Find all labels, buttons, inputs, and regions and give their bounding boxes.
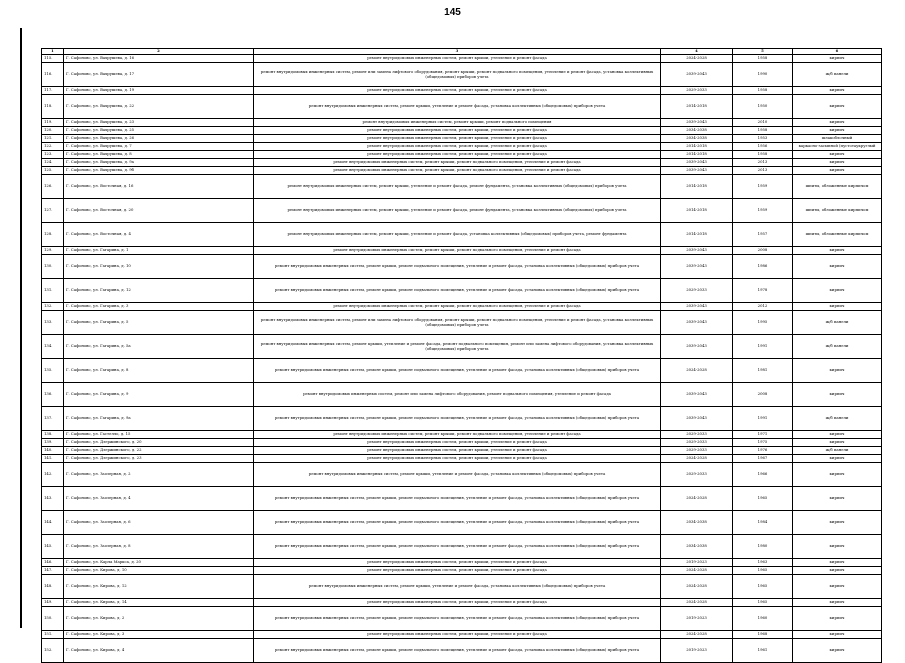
- build-year-cell: 2013: [733, 159, 793, 167]
- address-cell: Г. Сафоново, ул. Восточная, д. 4: [64, 223, 254, 247]
- row-number-cell: 151.: [42, 631, 64, 639]
- header-cell: 2: [64, 49, 254, 55]
- repair-works-cell: ремонт внутридомовых инженерных систем, ремонт крыши, утепление и ремонт фасада, установка коллективных (общедомовых) приборов учета: [254, 95, 661, 119]
- row-number-cell: 122.: [42, 143, 64, 151]
- header-cell: 6: [793, 49, 882, 55]
- table-row: [42, 567, 882, 575]
- wall-material-cell: кирпич: [793, 359, 882, 383]
- row-number-cell: 137.: [42, 407, 64, 431]
- row-number-cell: 118.: [42, 95, 64, 119]
- repair-period-cell: 2024-2028: [661, 359, 733, 383]
- repair-period-cell: 2029-2033: [661, 439, 733, 447]
- row-number-cell: 143.: [42, 487, 64, 511]
- repair-works-cell: ремонт внутридомовых инженерных систем, ремонт крыши, утепление и ремонт фасада: [254, 559, 661, 567]
- row-number-cell: 152.: [42, 639, 64, 663]
- repair-works-cell: ремонт внутридомовых инженерных систем, ремонт крыши, утепление и ремонт фасада: [254, 599, 661, 607]
- wall-material-cell: кирпич: [793, 159, 882, 167]
- wall-material-cell: кирпич: [793, 431, 882, 439]
- wall-material-cell: кирпич: [793, 119, 882, 127]
- row-number-cell: 136.: [42, 383, 64, 407]
- wall-material-cell: кирпич: [793, 87, 882, 95]
- row-number-cell: 145.: [42, 535, 64, 559]
- wall-material-cell: кирпич: [793, 455, 882, 463]
- table-row: [42, 559, 882, 567]
- repair-works-cell: ремонт внутридомовых инженерных систем, ремонт крыши, утепление и ремонт фасада: [254, 87, 661, 95]
- repair-period-cell: 2029-2033: [661, 463, 733, 487]
- build-year-cell: 1965: [733, 599, 793, 607]
- repair-works-cell: ремонт внутридомовых инженерных систем, ремонт крыши, утепление и ремонт фасада: [254, 135, 661, 143]
- wall-material-cell: кирпич: [793, 631, 882, 639]
- build-year-cell: 1958: [733, 55, 793, 63]
- repair-works-cell: ремонт внутридомовых инженерных систем, ремонт крыши, утепление и ремонт фасада: [254, 151, 661, 159]
- table-row: [42, 639, 882, 663]
- address-cell: Г. Сафоново, ул. Вахрушева, д. 16: [64, 55, 254, 63]
- repair-works-cell: ремонт внутридомовых инженерных систем, ремонт крыши, ремонт подвального помещения: [254, 119, 661, 127]
- table-row: [42, 247, 882, 255]
- repair-works-cell: ремонт внутридомовых инженерных систем, ремонт крыши, утепление и ремонт фасада, установка коллективных (общедомовых) приборов учета, ремонт фундамента: [254, 223, 661, 247]
- build-year-cell: 2008: [733, 247, 793, 255]
- row-number-cell: 116.: [42, 63, 64, 87]
- row-number-cell: 141.: [42, 455, 64, 463]
- wall-material-cell: кирпич: [793, 167, 882, 175]
- repair-works-cell: ремонт внутридомовых инженерных систем, ремонт крыши, утепление и ремонт фасада: [254, 455, 661, 463]
- table-row: [42, 151, 882, 159]
- row-number-cell: 127.: [42, 199, 64, 223]
- wall-material-cell: каркасно-засыпной (пустотаукруглый: [793, 143, 882, 151]
- build-year-cell: 1968: [733, 631, 793, 639]
- repair-works-cell: ремонт внутридомовых инженерных систем, ремонт крыши, ремонт подвального помещения, утепление и ремонт фасада: [254, 303, 661, 311]
- table-row: [42, 631, 882, 639]
- build-year-cell: 2008: [733, 383, 793, 407]
- repair-works-cell: ремонт внутридомовых инженерных систем, ремонт крыши, ремонт подвального помещения, утепление и ремонт фасада, установка коллективных (общедомовых) приборов учета: [254, 279, 661, 303]
- address-cell: Г. Сафоново, ул. Гагарина, д. 1: [64, 247, 254, 255]
- table-row: [42, 335, 882, 359]
- wall-material-cell: кирпич: [793, 511, 882, 535]
- repair-works-cell: ремонт внутридомовых инженерных систем, ремонт крыши, ремонт подвального помещения, утепление и ремонт фасада, установка коллективных (общедомовых) приборов учета: [254, 639, 661, 663]
- wall-material-cell: шпиты, обложенные кирпичом: [793, 223, 882, 247]
- repair-period-cell: 2029-2033: [661, 447, 733, 455]
- wall-material-cell: ж/б панели: [793, 63, 882, 87]
- wall-material-cell: кирпич: [793, 599, 882, 607]
- wall-material-cell: ж/б панели: [793, 335, 882, 359]
- address-cell: Г. Сафоново, ул. Заозерная, д. 4: [64, 487, 254, 511]
- repair-period-cell: 2024-2028: [661, 487, 733, 511]
- wall-material-cell: кирпич: [793, 127, 882, 135]
- repair-period-cell: 2014-2018: [661, 151, 733, 159]
- header-cell: 3: [254, 49, 661, 55]
- build-year-cell: 1963: [733, 559, 793, 567]
- build-year-cell: 1965: [733, 487, 793, 511]
- address-cell: Г. Сафоново, ул. Гагарина, д. 5: [64, 311, 254, 335]
- repair-works-cell: ремонт внутридомовых инженерных систем, ремонт крыши, ремонт подвального помещения, утепление и ремонт фасада, установка коллективных (общедомовых) приборов учета: [254, 407, 661, 431]
- row-number-cell: 138.: [42, 431, 64, 439]
- table-row: [42, 87, 882, 95]
- table-row: [42, 255, 882, 279]
- address-cell: Г. Сафоново, ул. Гагарина, д. 3: [64, 303, 254, 311]
- repair-works-cell: ремонт внутридомовых инженерных систем, ремонт крыши, ремонт подвального помещения, утепление и ремонт фасада: [254, 247, 661, 255]
- row-number-cell: 149.: [42, 599, 64, 607]
- address-cell: Г. Сафоново, ул. Вахрушева, д. 8: [64, 151, 254, 159]
- table-row: [42, 279, 882, 303]
- row-number-cell: 142.: [42, 463, 64, 487]
- address-cell: Г. Сафоново, ул. Кирова, д. 14: [64, 599, 254, 607]
- table-row: [42, 135, 882, 143]
- build-year-cell: 1960: [733, 607, 793, 631]
- repair-works-cell: ремонт внутридомовых инженерных систем, ремонт крыши, утепление и ремонт фасада: [254, 439, 661, 447]
- address-cell: Г. Сафоново, ул. Вахрушева, д. 9б: [64, 167, 254, 175]
- repair-period-cell: 2019-2023: [661, 559, 733, 567]
- repair-period-cell: 2034-2038: [661, 127, 733, 135]
- repair-period-cell: 2019-2023: [661, 639, 733, 663]
- build-year-cell: 1984: [733, 511, 793, 535]
- build-year-cell: 1991: [733, 335, 793, 359]
- address-cell: Г. Сафоново, ул. Гагарина, д. 10: [64, 255, 254, 279]
- repair-period-cell: 2039-2043: [661, 159, 733, 167]
- repair-period-cell: 2014-2018: [661, 95, 733, 119]
- header-cell: 5: [733, 49, 793, 55]
- address-cell: Г. Сафоново, ул. Гагарина, д. 9: [64, 383, 254, 407]
- table-row: [42, 119, 882, 127]
- address-cell: Г. Сафоново, ул. Восточная, д. 20: [64, 199, 254, 223]
- repair-works-cell: ремонт внутридомовых инженерных систем, ремонт крыши, ремонт подвального помещения, утепление и ремонт фасада: [254, 431, 661, 439]
- table-row: [42, 95, 882, 119]
- table-row: [42, 143, 882, 151]
- address-cell: Г. Сафоново, ул. Вахрушева, д. 7: [64, 143, 254, 151]
- wall-material-cell: кирпич: [793, 55, 882, 63]
- build-year-cell: 1991: [733, 407, 793, 431]
- build-year-cell: 1986: [733, 255, 793, 279]
- table-row: [42, 575, 882, 599]
- address-cell: Г. Сафоново, ул. Дзержинского, д. 23: [64, 455, 254, 463]
- build-year-cell: 2012: [733, 303, 793, 311]
- repair-works-cell: ремонт внутридомовых инженерных систем, ремонт крыши, утепление и ремонт фасада: [254, 55, 661, 63]
- build-year-cell: 1971: [733, 431, 793, 439]
- table-row: [42, 359, 882, 383]
- build-year-cell: 1965: [733, 567, 793, 575]
- wall-material-cell: кирпич: [793, 95, 882, 119]
- repair-period-cell: 2039-2043: [661, 119, 733, 127]
- build-year-cell: 1990: [733, 63, 793, 87]
- table-row: [42, 447, 882, 455]
- table-row: [42, 63, 882, 87]
- row-number-cell: 131.: [42, 279, 64, 303]
- repair-period-cell: 2029-2033: [661, 87, 733, 95]
- table-row: [42, 175, 882, 199]
- address-cell: Г. Сафоново, ул. Дзержинского, д. 22: [64, 447, 254, 455]
- build-year-cell: 1958: [733, 127, 793, 135]
- row-number-cell: 132.: [42, 303, 64, 311]
- wall-material-cell: кирпич: [793, 439, 882, 447]
- repair-period-cell: 2024-2028: [661, 599, 733, 607]
- address-cell: Г. Сафоново, ул. Гастелло, д. 15: [64, 431, 254, 439]
- repair-period-cell: 2024-2028: [661, 567, 733, 575]
- table-row: [42, 431, 882, 439]
- wall-material-cell: ж/б панели: [793, 311, 882, 335]
- repair-works-cell: ремонт внутридомовых инженерных систем, ремонт крыши, ремонт подвального помещения, утепление и ремонт фасада, установка коллективных (общедомовых) приборов учета: [254, 511, 661, 535]
- binding-margin-line: [20, 28, 22, 628]
- table-row: [42, 199, 882, 223]
- wall-material-cell: шпиты, обложенные кирпичом: [793, 199, 882, 223]
- repair-works-cell: ремонт внутридомовых инженерных систем, ремонт крыши, утепление и ремонт фасада: [254, 631, 661, 639]
- wall-material-cell: кирпич: [793, 247, 882, 255]
- build-year-cell: 1966: [733, 463, 793, 487]
- address-cell: Г. Сафоново, ул. Гагарина, д. 12: [64, 279, 254, 303]
- row-number-cell: 128.: [42, 223, 64, 247]
- repair-works-cell: ремонт внутридомовых инженерных систем, ремонт или замена лифтового оборудования, ремонт крыши, ремонт подвального помещения, утепление и ремонт фасада, установка коллективных (общедомовых) приборов учета: [254, 63, 661, 87]
- build-year-cell: 1975: [733, 439, 793, 447]
- repair-period-cell: 2029-2033: [661, 431, 733, 439]
- row-number-cell: 121.: [42, 135, 64, 143]
- build-year-cell: 1950: [733, 95, 793, 119]
- repair-works-cell: ремонт внутридомовых инженерных систем, ремонт крыши, утепление и ремонт фасада: [254, 567, 661, 575]
- wall-material-cell: шпиты, обложенные кирпичом: [793, 175, 882, 199]
- address-cell: Г. Сафоново, ул. Карла Маркса, д. 20: [64, 559, 254, 567]
- build-year-cell: 1978: [733, 279, 793, 303]
- address-cell: Г. Сафоново, ул. Кирова, д. 2: [64, 607, 254, 631]
- repair-period-cell: 2029-2033: [661, 279, 733, 303]
- row-number-cell: 133.: [42, 311, 64, 335]
- repair-works-cell: ремонт внутридомовых инженерных систем, ремонт или замена лифтового оборудования, ремонт крыши, ремонт подвального помещения, утепление и ремонт фасада, установка коллективных (общедомовых) приборов учета: [254, 311, 661, 335]
- table-row: [42, 487, 882, 511]
- address-cell: Г. Сафоново, ул. Заозерная, д. 6: [64, 511, 254, 535]
- row-number-cell: 119.: [42, 119, 64, 127]
- repair-works-cell: ремонт внутридомовых инженерных систем, ремонт крыши, утепление и ремонт фасада: [254, 127, 661, 135]
- row-number-cell: 115.: [42, 55, 64, 63]
- table-row: [42, 463, 882, 487]
- build-year-cell: 1957: [733, 223, 793, 247]
- build-year-cell: 2010: [733, 119, 793, 127]
- repair-works-cell: ремонт внутридомовых инженерных систем, ремонт крыши, ремонт подвального помещения, утепление и ремонт фасада: [254, 167, 661, 175]
- row-number-cell: 120.: [42, 127, 64, 135]
- address-cell: Г. Сафоново, ул. Вахрушева, д. 19: [64, 87, 254, 95]
- page-number: 145: [444, 7, 461, 18]
- wall-material-cell: кирпич: [793, 559, 882, 567]
- table-row: [42, 455, 882, 463]
- row-number-cell: 135.: [42, 359, 64, 383]
- address-cell: Г. Сафоново, ул. Вахрушева, д. 25: [64, 127, 254, 135]
- row-number-cell: 148.: [42, 575, 64, 599]
- repair-works-cell: ремонт внутридомовых инженерных систем, ремонт крыши, утепление и ремонт фасада, ремонт фундамента, установка коллективных (общедомовых) приборов учета: [254, 175, 661, 199]
- repair-works-cell: ремонт внутридомовых инженерных систем, ремонт крыши, ремонт подвального помещения, утепление и ремонт фасада: [254, 159, 661, 167]
- build-year-cell: 1961: [733, 639, 793, 663]
- address-cell: Г. Сафоново, ул. Кирова, д. 10: [64, 567, 254, 575]
- build-year-cell: 1958: [733, 87, 793, 95]
- row-number-cell: 117.: [42, 87, 64, 95]
- address-cell: Г. Сафоново, ул. Восточная, д. 16: [64, 175, 254, 199]
- repair-works-cell: ремонт внутридомовых инженерных систем, ремонт крыши, утепление и ремонт фасада, установка коллективных (общедомовых) приборов учета: [254, 463, 661, 487]
- wall-material-cell: кирпич: [793, 303, 882, 311]
- address-cell: Г. Сафоново, ул. Гагарина, д. 5а: [64, 335, 254, 359]
- repair-period-cell: 2039-2043: [661, 167, 733, 175]
- header-cell: 4: [661, 49, 733, 55]
- build-year-cell: 1956: [733, 143, 793, 151]
- row-number-cell: 129.: [42, 247, 64, 255]
- address-cell: Г. Сафоново, ул. Заозерная, д. 2: [64, 463, 254, 487]
- repair-period-cell: 2014-2018: [661, 175, 733, 199]
- repair-period-cell: 2024-2028: [661, 575, 733, 599]
- repair-period-cell: 2014-2018: [661, 199, 733, 223]
- row-number-cell: 126.: [42, 175, 64, 199]
- wall-material-cell: ж/б панели: [793, 407, 882, 431]
- repair-works-cell: ремонт внутридомовых инженерных систем, ремонт или замена лифтового оборудования, ремонт подвального помещения, утепление и ремонт фасада: [254, 383, 661, 407]
- wall-material-cell: кирпич: [793, 383, 882, 407]
- repair-period-cell: 2024-2028: [661, 55, 733, 63]
- wall-material-cell: кирпич: [793, 535, 882, 559]
- row-number-cell: 144.: [42, 511, 64, 535]
- repair-period-cell: 2034-2038: [661, 535, 733, 559]
- table-row: [42, 599, 882, 607]
- address-cell: Г. Сафоново, ул. Гагарина, д. 8: [64, 359, 254, 383]
- table-row: [42, 55, 882, 63]
- address-cell: Г. Сафоново, ул. Вахрушева, д. 23: [64, 119, 254, 127]
- build-year-cell: 1965: [733, 575, 793, 599]
- wall-material-cell: кирпич: [793, 255, 882, 279]
- row-number-cell: 134.: [42, 335, 64, 359]
- housing-repair-table: [41, 48, 882, 663]
- wall-material-cell: ж/б панели: [793, 447, 882, 455]
- row-number-cell: 140.: [42, 447, 64, 455]
- address-cell: Г. Сафоново, ул. Кирова, д. 3: [64, 631, 254, 639]
- table-row: [42, 159, 882, 167]
- address-cell: Г. Сафоново, ул. Кирова, д. 12: [64, 575, 254, 599]
- address-cell: Г. Сафоново, ул. Дзержинского, д. 20: [64, 439, 254, 447]
- row-number-cell: 130.: [42, 255, 64, 279]
- repair-period-cell: 2039-2043: [661, 247, 733, 255]
- build-year-cell: 1981: [733, 359, 793, 383]
- table-row: [42, 535, 882, 559]
- table-row: [42, 607, 882, 631]
- build-year-cell: 2013: [733, 167, 793, 175]
- wall-material-cell: кирпич: [793, 567, 882, 575]
- repair-period-cell: 2019-2023: [661, 607, 733, 631]
- repair-period-cell: 2024-2028: [661, 631, 733, 639]
- table-row: [42, 407, 882, 431]
- table-row: [42, 303, 882, 311]
- table-row: [42, 439, 882, 447]
- repair-period-cell: 2039-2043: [661, 407, 733, 431]
- wall-material-cell: кирпич: [793, 279, 882, 303]
- row-number-cell: 125.: [42, 167, 64, 175]
- address-cell: Г. Сафоново, ул. Вахрушева, д. 9а: [64, 159, 254, 167]
- repair-period-cell: 2039-2043: [661, 303, 733, 311]
- address-cell: Г. Сафоново, ул. Вахрушева, д. 17: [64, 63, 254, 87]
- table-row: [42, 511, 882, 535]
- table-row: [42, 127, 882, 135]
- row-number-cell: 146.: [42, 559, 64, 567]
- repair-period-cell: 2024-2028: [661, 455, 733, 463]
- address-cell: Г. Сафоново, ул. Вахрушева, д. 22: [64, 95, 254, 119]
- address-cell: Г. Сафоново, ул. Вахрушева, д. 26: [64, 135, 254, 143]
- address-cell: Г. Сафоново, ул. Заозерная, д. 8: [64, 535, 254, 559]
- row-number-cell: 139.: [42, 439, 64, 447]
- repair-works-cell: ремонт внутридомовых инженерных систем, ремонт крыши, ремонт подвального помещения, утепление и ремонт фасада, установка коллективных (общедомовых) приборов учета: [254, 255, 661, 279]
- row-number-cell: 147.: [42, 567, 64, 575]
- build-year-cell: 1967: [733, 455, 793, 463]
- wall-material-cell: кирпич: [793, 463, 882, 487]
- table-row: [42, 311, 882, 335]
- build-year-cell: 1976: [733, 447, 793, 455]
- address-cell: Г. Сафоново, ул. Кирова, д. 4: [64, 639, 254, 663]
- repair-works-cell: ремонт внутридомовых инженерных систем, ремонт крыши, утепление и ремонт фасада, установка коллективных (общедомовых) приборов учета: [254, 575, 661, 599]
- header-cell: 1: [42, 49, 64, 55]
- repair-period-cell: 2034-2038: [661, 511, 733, 535]
- repair-works-cell: ремонт внутридомовых инженерных систем, ремонт крыши, утепление и ремонт фасада: [254, 143, 661, 151]
- repair-works-cell: ремонт внутридомовых инженерных систем, ремонт крыши, утепление и ремонт фасада: [254, 447, 661, 455]
- wall-material-cell: кирпич: [793, 151, 882, 159]
- repair-period-cell: 2039-2043: [661, 63, 733, 87]
- repair-works-cell: ремонт внутридомовых инженерных систем, ремонт крыши, ремонт подвального помещения, утепление и ремонт фасада, установка коллективных (общедомовых) приборов учета: [254, 359, 661, 383]
- table-row: [42, 167, 882, 175]
- wall-material-cell: шлакоблочный: [793, 135, 882, 143]
- repair-period-cell: 2014-2018: [661, 223, 733, 247]
- build-year-cell: 1953: [733, 135, 793, 143]
- wall-material-cell: кирпич: [793, 607, 882, 631]
- wall-material-cell: кирпич: [793, 639, 882, 663]
- repair-works-cell: ремонт внутридомовых инженерных систем, ремонт крыши, ремонт подвального помещения, утепление и ремонт фасада, установка коллективных (общедомовых) приборов учета: [254, 535, 661, 559]
- wall-material-cell: кирпич: [793, 487, 882, 511]
- repair-period-cell: 2039-2043: [661, 255, 733, 279]
- repair-period-cell: 2039-2043: [661, 335, 733, 359]
- repair-period-cell: 2039-2043: [661, 311, 733, 335]
- repair-period-cell: 2014-2018: [661, 143, 733, 151]
- repair-works-cell: ремонт внутридомовых инженерных систем, ремонт крыши, утепление и ремонт фасада, ремонт подвального помещения, ремонт или замена лифтового оборудования, установка коллективных (общедомовых) приборов учета: [254, 335, 661, 359]
- build-year-cell: 1959: [733, 199, 793, 223]
- address-cell: Г. Сафоново, ул. Гагарина, д. 9а: [64, 407, 254, 431]
- row-number-cell: 150.: [42, 607, 64, 631]
- repair-works-cell: ремонт внутридомовых инженерных систем, ремонт крыши, ремонт подвального помещения, утепление и ремонт фасада, установка коллективных (общедомовых) приборов учета: [254, 607, 661, 631]
- build-year-cell: 1959: [733, 175, 793, 199]
- build-year-cell: 1958: [733, 151, 793, 159]
- repair-period-cell: 2039-2043: [661, 383, 733, 407]
- wall-material-cell: кирпич: [793, 575, 882, 599]
- repair-period-cell: 2034-2038: [661, 135, 733, 143]
- row-number-cell: 124.: [42, 159, 64, 167]
- row-number-cell: 123.: [42, 151, 64, 159]
- table-row: [42, 223, 882, 247]
- repair-works-cell: ремонт внутридомовых инженерных систем, ремонт крыши, утепление и ремонт фасада, ремонт фундамента, установка коллективных (общедомовых) приборов учета: [254, 199, 661, 223]
- build-year-cell: 1995: [733, 311, 793, 335]
- table-row: [42, 383, 882, 407]
- build-year-cell: 1980: [733, 535, 793, 559]
- repair-works-cell: ремонт внутридомовых инженерных систем, ремонт крыши, ремонт подвального помещения, утепление и ремонт фасада, установка коллективных (общедомовых) приборов учета: [254, 487, 661, 511]
